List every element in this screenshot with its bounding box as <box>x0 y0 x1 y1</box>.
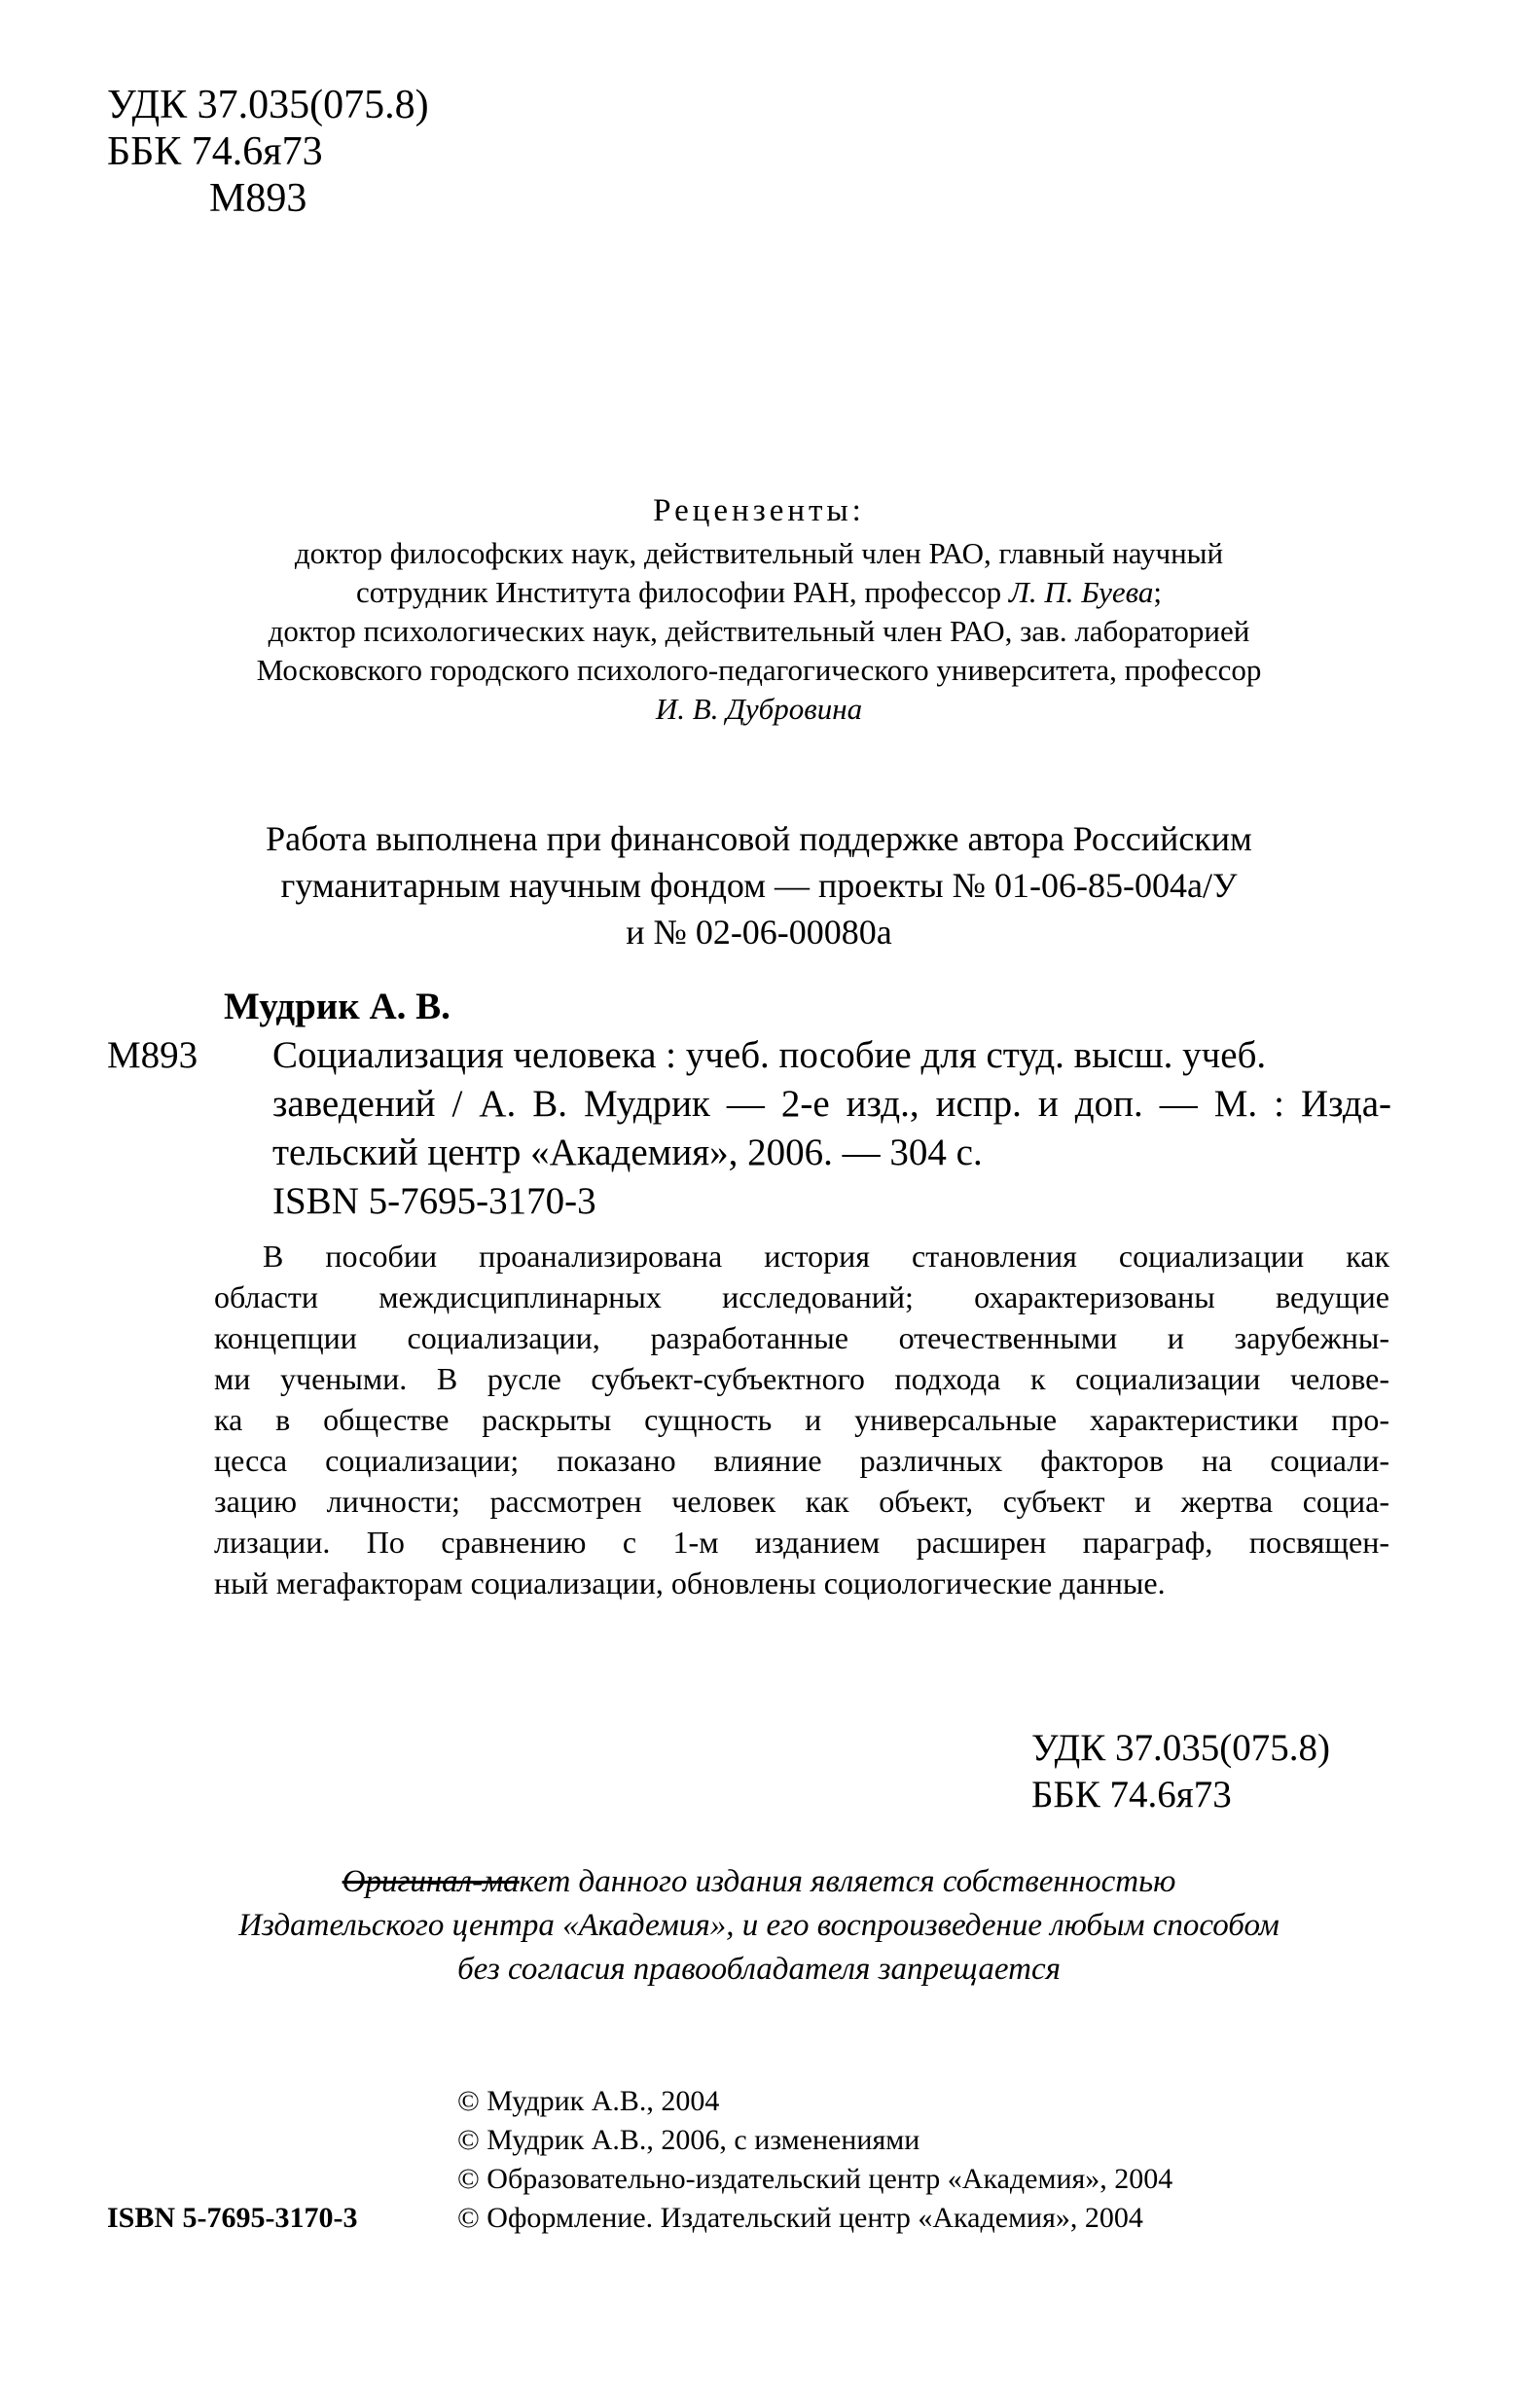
bbk-code: ББК 74.6я73 <box>107 129 323 174</box>
funding-note <box>97 815 1421 955</box>
reviewer-name: Л. П. Буева <box>1008 575 1154 609</box>
reviewer-line: Московского городского психолого-педагогического университета, профессор <box>256 653 1262 687</box>
reviewers-section <box>97 491 1421 729</box>
bibliographic-record <box>107 983 1391 1226</box>
notice-line: Издательского центра «Академия», и его воспроизведение любым способом <box>238 1908 1280 1943</box>
title-line: тельский центр «Академия», 2006. — 304 с. <box>272 1132 983 1173</box>
title-line: М893 Социализация человека : учеб. пособие для студ. высш. учеб. <box>107 1031 1391 1080</box>
abstract-line: ный мегафакторам социализации, обновлены социологические данные. <box>214 1565 1166 1600</box>
title-line: заведений / А. В. Мудрик — 2-е изд., испр. и доп. — М. : Изда- <box>272 1083 1391 1125</box>
abstract-line: зацию личности; рассмотрен человек как объект, субъект и жертва социа- <box>214 1484 1389 1519</box>
author-heading: Мудрик А. В. <box>224 986 451 1027</box>
abstract-line: цесса социализации; показано влияние различных факторов на социали- <box>214 1443 1389 1478</box>
udk-code: УДК 37.035(075.8) <box>107 83 429 127</box>
copyright-lines <box>107 2082 1421 2238</box>
abstract-line: лизации. По сравнению с 1-м изданием расширен параграф, посвящен- <box>214 1525 1389 1560</box>
funding-line: гуманитарным научным фондом — проекты № 01-06-85-004а/У <box>280 866 1238 905</box>
notice-line: Оригинал-макет данного издания является собственностью <box>342 1864 1176 1899</box>
copyright-row: ISBN 5-7695-3170-3 © Оформление. Издательский центр «Академия», 2004 <box>107 2199 1421 2238</box>
abstract <box>214 1236 1389 1603</box>
copyright-row: © Мудрик А.В., 2006, с изменениями <box>457 2124 920 2156</box>
reviewer-line: доктор философских наук, действительный член РАО, главный научный <box>294 536 1224 570</box>
reviewers-heading: Рецензенты: <box>653 493 865 528</box>
notice-line: без согласия правообладателя запрещается <box>457 1952 1061 1987</box>
copyright-row: © Мудрик А.В., 2004 <box>457 2085 720 2117</box>
isbn-bold: ISBN 5-7695-3170-3 <box>107 2202 358 2234</box>
abstract-line: ка в обществе раскрыты сущность и универсальные характеристики про- <box>214 1402 1389 1437</box>
reviewer-name: И. В. Дубровина <box>655 692 863 726</box>
funding-line: Работа выполнена при финансовой поддержке автора Российским <box>266 819 1252 858</box>
abstract-line: В пособии проанализирована история становления социализации как <box>263 1239 1389 1274</box>
udk-header <box>107 82 429 222</box>
author-mark: М893 <box>209 176 307 221</box>
copyright-row: © Образовательно-издательский центр «Академия», 2004 <box>457 2163 1173 2195</box>
reviewer-line: сотрудник Института философии РАН, профессор Л. П. Буева; <box>355 575 1163 609</box>
bbk-code: ББК 74.6я73 <box>1031 1774 1232 1815</box>
udk-code: УДК 37.035(075.8) <box>1031 1727 1331 1769</box>
catalog-code: М893 <box>107 1034 198 1076</box>
udk-footer <box>1031 1725 1330 1818</box>
isbn-line: ISBN 5-7695-3170-3 <box>272 1180 596 1222</box>
abstract-line: ми учеными. В русле субъект-субъектного подхода к социализации челове- <box>214 1361 1389 1396</box>
funding-line: и № 02-06-00080а <box>626 913 892 952</box>
reviewer-line: доктор психологических наук, действительный член РАО, зав. лабораторией <box>268 614 1250 648</box>
copyright-notice <box>97 1860 1421 1992</box>
abstract-line: области междисциплинарных исследований; охарактеризованы ведущие <box>214 1279 1389 1314</box>
struck-text: Оригинал-ма <box>342 1864 520 1899</box>
abstract-line: концепции социализации, разработанные отечественными и зарубежны- <box>214 1320 1389 1355</box>
